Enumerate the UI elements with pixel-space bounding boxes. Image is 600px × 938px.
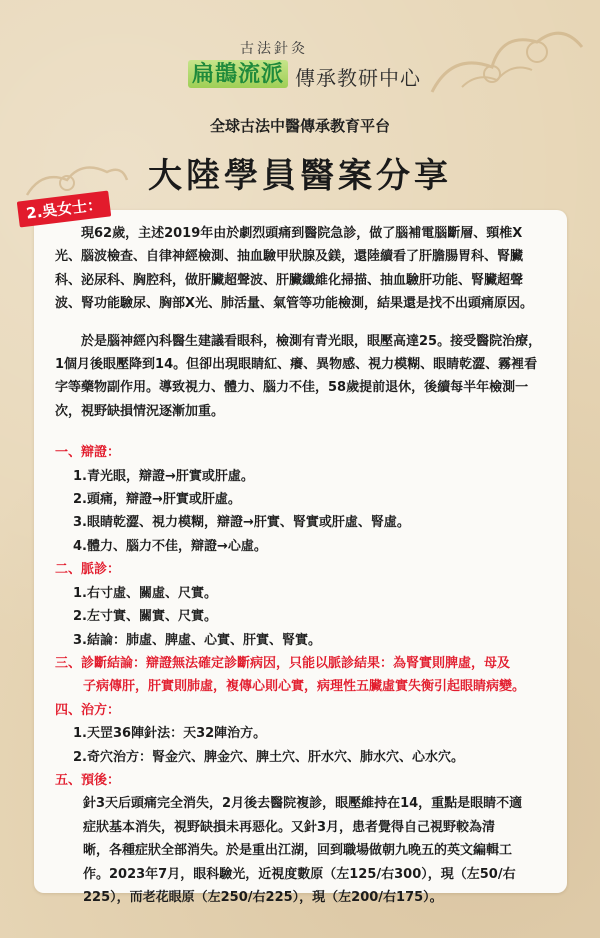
list-item: 1.天罡36陣針法：天32陣治方。 (73, 726, 267, 742)
list-item: 1.青光眼，辯證→肝實或肝虛。 (73, 468, 254, 484)
case-paragraph-history: 現62歲，主述2019年由於劇烈頭痛到醫院急診，做了腦補電腦斷層、頸椎X光、腦波檢查、自律神經檢測、抽血驗甲狀腺及鎂，還陸續看了肝膽腸胃科、腎臟科、泌尿科、胸腔科，做肝臟超聲波、肝臟纖維化掃描、抽血驗肝功能、腎臟超聲波、腎功能驗尿、胸部X光、肺活量、氣管等功能檢測，結果還是找不出頭痛原因。 (55, 226, 534, 312)
prognosis-line: 225），而老花眼原（左250/右225），現（左200/右175）。 (83, 889, 443, 905)
list-item: 3.結論：肺虛、脾虛、心實、肝實、腎實。 (73, 632, 321, 648)
diagnosis-conclusion-line1: 三、診斷結論：辯證無法確定診斷病因，只能以脈診結果：為腎實則脾虛，母及 (55, 655, 511, 671)
section-heading-zhifang: 四、治方： (55, 702, 121, 718)
prognosis-line: 針3天后頭痛完全消失，2月後去醫院複診，眼壓維持在14，重點是眼睛不適 (83, 796, 523, 812)
logo-brand-mark: 扁鵲流派 (188, 60, 288, 88)
logo-tagline: 古法針灸 (240, 41, 308, 57)
brand-logo (182, 38, 452, 108)
page-title: 大陸學員醫案分享 (148, 156, 452, 196)
section-heading-maizhen: 二、脈診： (55, 562, 121, 578)
case-paragraph-treatment: 於是腦神經內科醫生建議看眼科，檢測有青光眼，眼壓高達25。接受醫院治療，1個月後眼壓降到14。但卻出現眼睛紅、癢、異物感、視力模糊、眼睛乾澀、霧裡看字等藥物副作用。導致視力、體力、腦力不佳，58歲提前退休，後續每半年檢測一次，視野缺損情況逐漸加重。 (55, 333, 542, 419)
list-item: 2.左寸實、關實、尺實。 (73, 609, 217, 625)
case-content (55, 222, 543, 909)
list-item: 3.眼睛乾澀、視力模糊，辯證→肝實、腎實或肝虛、腎虛。 (73, 515, 410, 531)
logo-center-name: 傳承教研中心 (295, 66, 421, 90)
list-item: 4.體力、腦力不佳，辯證→心虛。 (73, 538, 267, 554)
patient-badge: 2.吳女士： (17, 190, 112, 227)
list-item: 2.奇穴治方：腎金穴、脾金穴、脾土穴、肝水穴、肺水穴、心水穴。 (73, 749, 464, 765)
list-item: 1.右寸虛、關虛、尺實。 (73, 585, 217, 601)
diagnosis-conclusion-line2: 子病傳肝，肝實則肺虛，複傳心則心實，病理性五臟虛實失衡引起眼睛病變。 (83, 679, 526, 695)
section-heading-yuhou: 五、預後： (55, 772, 121, 788)
platform-subtitle: 全球古法中醫傳承教育平台 (209, 117, 390, 135)
section-heading-bianzheng: 一、辯證： (55, 445, 121, 461)
prognosis-line: 作。2023年7月，眼科驗光，近視度數原（左125/右300），現（左50/右 (83, 866, 516, 882)
list-item: 2.頭痛，辯證→肝實或肝虛。 (73, 492, 241, 508)
prognosis-line: 症狀基本消失，視野缺損未再惡化。又針3月，患者覺得自己視野較為清 (83, 819, 496, 835)
prognosis-line: 晰，各種症狀全部消失。於是重出江湖，回到職場做朝九晚五的英文編輯工 (83, 843, 513, 859)
